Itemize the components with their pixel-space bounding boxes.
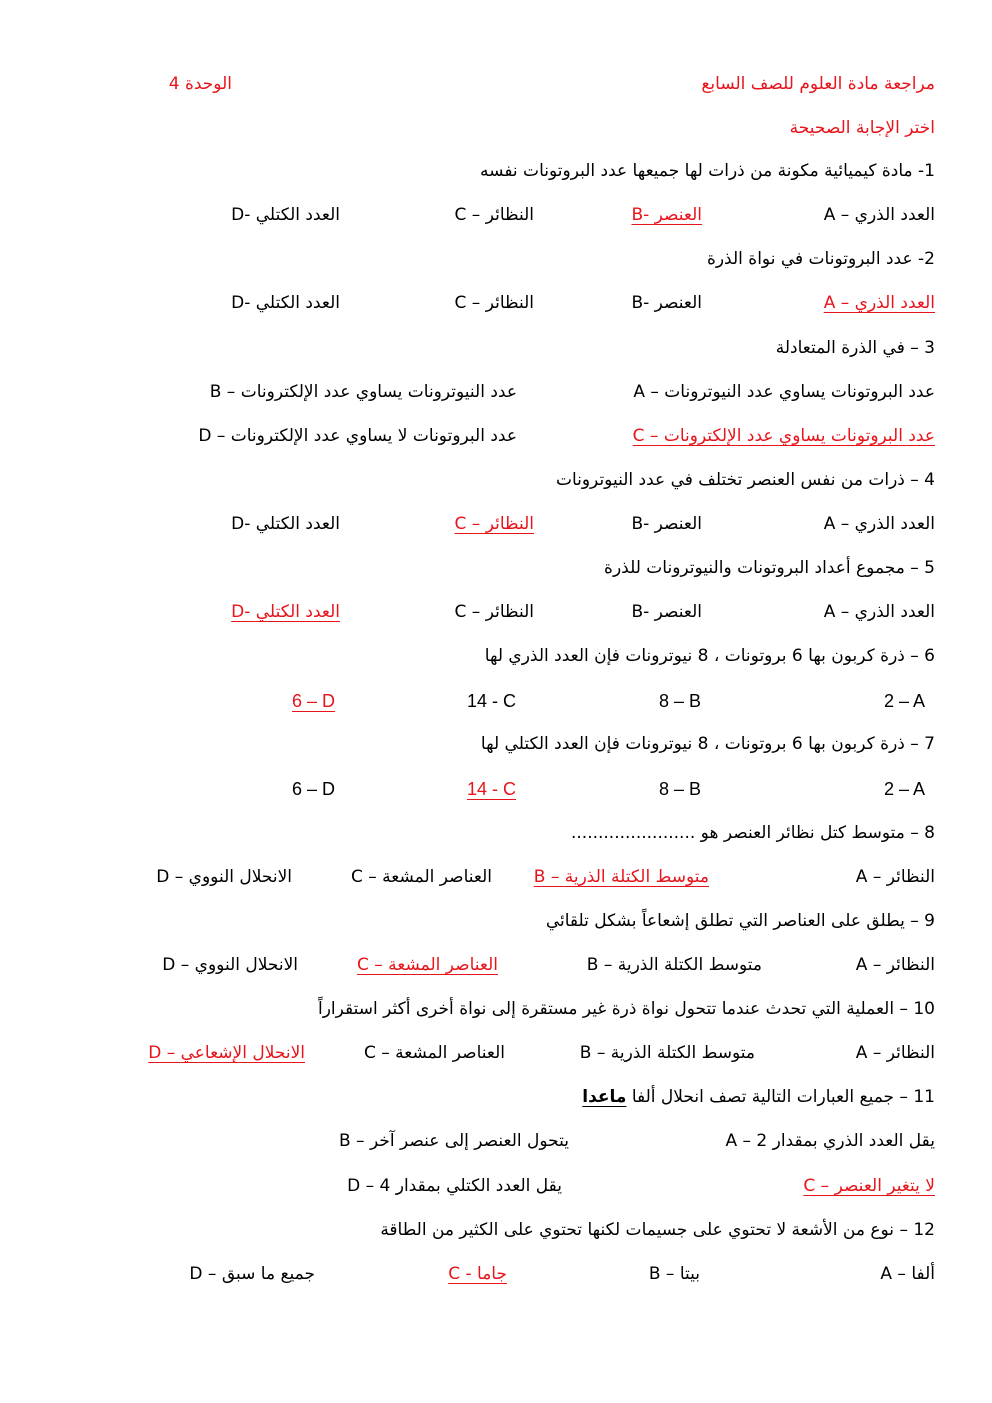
q9-option-a: A – النظائر bbox=[855, 955, 935, 975]
q6-option-d: 6 – D bbox=[292, 691, 336, 711]
question-11-emphasis: ماعدا bbox=[582, 1087, 627, 1107]
question-8: 8 – متوسط كتل نظائر العنصر هو ....................... bbox=[570, 823, 935, 843]
q3-option-b: B – عدد النيوترونات يساوي عدد الإلكترونات bbox=[209, 382, 517, 402]
q2-option-b: B- العنصر bbox=[631, 293, 702, 313]
q4-option-b: B- العنصر bbox=[631, 514, 702, 534]
q11-option-b: B – يتحول العنصر إلى عنصر آخر bbox=[338, 1131, 569, 1151]
q12-option-d: D – جميع ما سبق bbox=[189, 1264, 315, 1284]
q9-option-b: B – متوسط الكتلة الذرية bbox=[586, 955, 762, 975]
q5-option-a: A – العدد الذري bbox=[823, 602, 935, 622]
q3-option-a: A – عدد البروتونات يساوي عدد النيوترونات bbox=[633, 382, 935, 402]
q12-option-a: A – ألفا bbox=[880, 1264, 935, 1284]
q9-option-d: D – الانحلال النووي bbox=[162, 955, 298, 975]
q11-option-d: D – يقل العدد الكتلي بمقدار 4 bbox=[347, 1176, 562, 1196]
question-5: 5 – مجموع أعداد البروتونات والنيوترونات للذرة bbox=[604, 558, 935, 578]
question-3: 3 – في الذرة المتعادلة bbox=[775, 338, 935, 358]
q10-option-b: B – متوسط الكتلة الذرية bbox=[579, 1043, 755, 1063]
q10-option-c: C – العناصر المشعة bbox=[363, 1043, 505, 1063]
q1-option-a: A – العدد الذري bbox=[823, 205, 935, 225]
question-1: 1- مادة كيميائية مكونة من ذرات لها جميعها عدد البروتونات نفسه bbox=[480, 161, 935, 181]
question-2: 2- عدد البروتونات في نواة الذرة bbox=[706, 249, 935, 269]
q4-option-a: A – العدد الذري bbox=[823, 514, 935, 534]
q2-option-d: D- العدد الكتلي bbox=[231, 293, 340, 313]
q6-option-b: 8 – B bbox=[659, 691, 702, 711]
q1-option-d: D- العدد الكتلي bbox=[231, 205, 340, 225]
question-7: 7 – ذرة كربون بها 6 بروتونات ، 8 نيوترونات فإن العدد الكتلي لها bbox=[480, 734, 935, 754]
q8-option-d: D – الانحلال النووي bbox=[156, 867, 292, 887]
q5-option-d: D- العدد الكتلي bbox=[231, 602, 340, 622]
q3-option-c: C – عدد البروتونات يساوي عدد الإلكترونات bbox=[632, 426, 935, 446]
q7-option-b: 8 – B bbox=[659, 779, 702, 799]
question-11-text: 11 – جميع العبارات التالية تصف انحلال ألفا bbox=[626, 1087, 935, 1107]
question-4: 4 – ذرات من نفس العنصر تختلف في عدد النيوترونات bbox=[555, 470, 935, 490]
q6-option-c: 14 - C bbox=[467, 691, 517, 711]
instruction: اختر الإجابة الصحيحة bbox=[789, 118, 935, 138]
page-title: مراجعة مادة العلوم للصف السابع bbox=[701, 74, 935, 94]
q11-option-a: A – يقل العدد الذري بمقدار 2 bbox=[725, 1131, 935, 1151]
q8-option-b: B – متوسط الكتلة الذرية bbox=[533, 867, 709, 887]
q7-option-c: 14 - C bbox=[467, 779, 517, 799]
question-12: 12 – نوع من الأشعة لا تحتوي على جسيمات لكنها تحتوي على الكثير من الطاقة bbox=[380, 1220, 935, 1240]
q11-option-c: C – لا يتغير العنصر bbox=[803, 1176, 935, 1196]
q2-option-c: C – النظائر bbox=[454, 293, 534, 313]
q8-option-c: C – العناصر المشعة bbox=[350, 867, 492, 887]
q4-option-d: D- العدد الكتلي bbox=[231, 514, 340, 534]
q5-option-c: C – النظائر bbox=[454, 602, 534, 622]
question-9: 9 – يطلق على العناصر التي تطلق إشعاعاً بشكل تلقائي bbox=[545, 911, 935, 931]
q10-option-d: D – الانحلال الإشعاعي bbox=[148, 1043, 305, 1063]
q12-option-c: C - جاما bbox=[448, 1264, 507, 1284]
q4-option-c: C – النظائر bbox=[454, 514, 534, 534]
q7-option-d: 6 – D bbox=[292, 779, 336, 799]
question-6: 6 – ذرة كربون بها 6 بروتونات ، 8 نيوترونات فإن العدد الذري لها bbox=[484, 646, 935, 666]
unit-label: الوحدة 4 bbox=[168, 74, 232, 94]
question-11 bbox=[582, 1085, 935, 1109]
q8-option-a: A – النظائر bbox=[855, 867, 935, 887]
q6-option-a: 2 – A bbox=[884, 691, 926, 711]
q12-option-b: B – بيتا bbox=[648, 1264, 700, 1284]
question-10: 10 – العملية التي تحدث عندما تتحول نواة ذرة غير مستقرة إلى نواة أخرى أكثر استقراراً bbox=[318, 999, 935, 1019]
q7-option-a: 2 – A bbox=[884, 779, 926, 799]
q1-option-b: B- العنصر bbox=[631, 205, 702, 225]
q1-option-c: C – النظائر bbox=[454, 205, 534, 225]
q2-option-a: A – العدد الذري bbox=[823, 293, 935, 313]
q3-option-d: D – عدد البروتونات لا يساوي عدد الإلكترونات bbox=[198, 426, 517, 446]
q5-option-b: B- العنصر bbox=[631, 602, 702, 622]
q9-option-c: C – العناصر المشعة bbox=[356, 955, 498, 975]
q10-option-a: A – النظائر bbox=[855, 1043, 935, 1063]
